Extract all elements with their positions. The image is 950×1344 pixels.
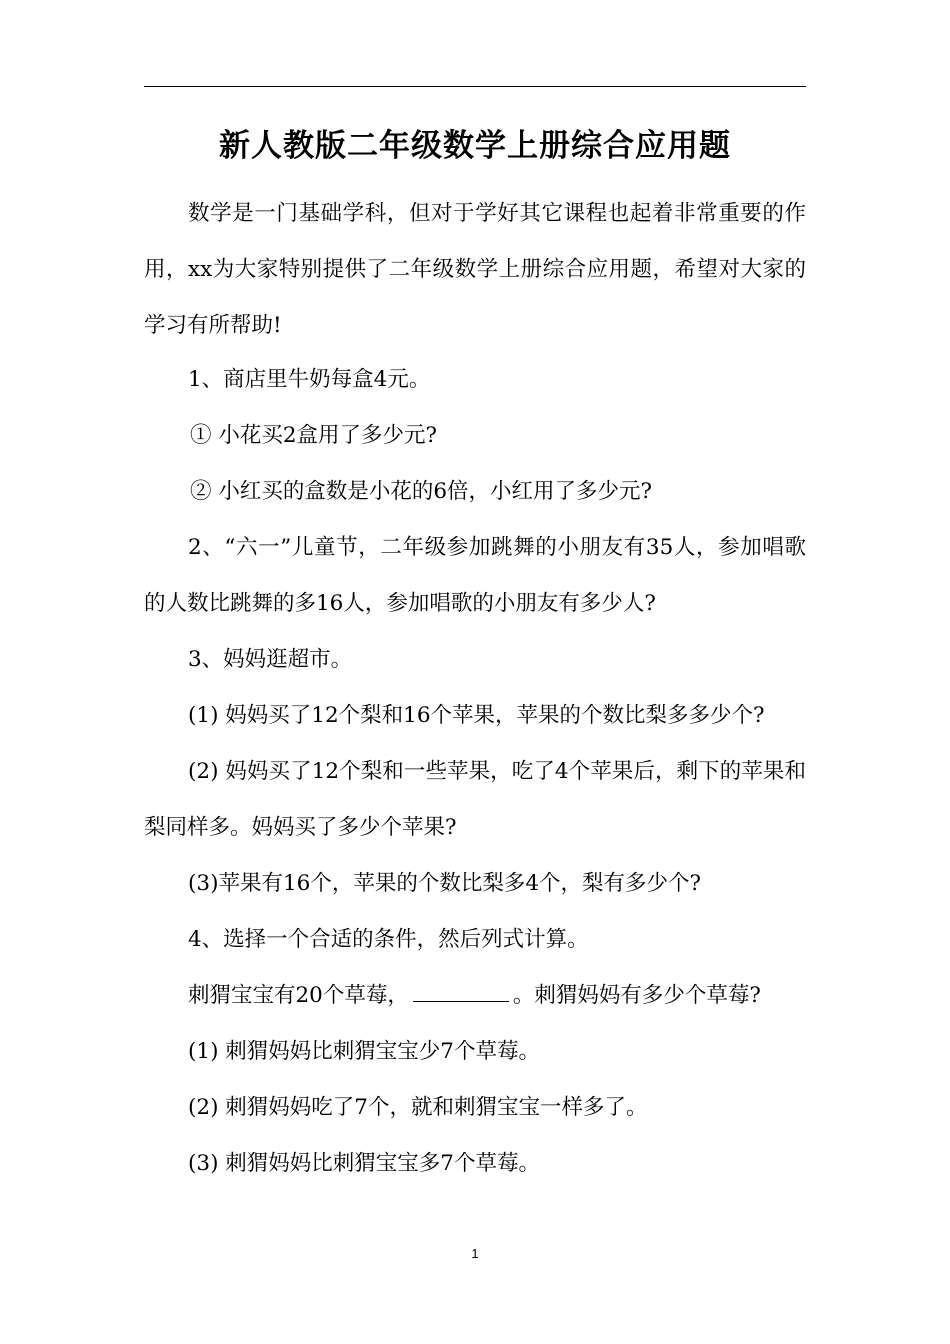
- question-3-part-3: (3)苹果有16个，苹果的个数比梨多4个，梨有多少个?: [188, 871, 702, 896]
- question-4-option-1: (1) 刺猬妈妈比刺猬宝宝少7个草莓。: [188, 1039, 540, 1064]
- question-4-problem: [144, 968, 850, 1024]
- page-title: 新人教版二年级数学上册综合应用题: [219, 128, 731, 164]
- intro-paragraph: 数学是一门基础学科，但对于学好其它课程也起着非常重要的作用，xx为大家特别提供了二年级数学上册综合应用题，希望对大家的学习有所帮助!: [144, 201, 806, 338]
- header-rule: [144, 86, 806, 87]
- question-4-option-3: (3) 刺猬妈妈比刺猬宝宝多7个草莓。: [188, 1151, 540, 1176]
- question-4-problem-end: 。刺猬妈妈有多少个草莓?: [512, 983, 761, 1008]
- question-4-problem-start: 刺猬宝宝有20个草莓，: [188, 983, 409, 1008]
- page-number: 1: [471, 1246, 479, 1261]
- question-3-stem: 3、妈妈逛超市。: [188, 647, 353, 672]
- question-1-part-b: ② 小红买的盒数是小花的6倍，小红用了多少元?: [190, 479, 653, 504]
- question-3-part-1: (1) 妈妈买了12个梨和16个苹果，苹果的个数比梨多多少个?: [188, 703, 765, 728]
- question-4-option-2: (2) 刺猬妈妈吃了7个，就和刺猬宝宝一样多了。: [188, 1095, 648, 1120]
- question-1-part-a: ① 小花买2盒用了多少元?: [190, 423, 438, 448]
- question-2: 2、“六一”儿童节，二年级参加跳舞的小朋友有35人，参加唱歌的人数比跳舞的多16人，参加唱歌的小朋友有多少人?: [144, 535, 806, 616]
- question-3-part-2: (2) 妈妈买了12个梨和一些苹果，吃了4个苹果后，剩下的苹果和梨同样多。妈妈买了多少个苹果?: [144, 759, 806, 840]
- question-1-stem: 1、商店里牛奶每盒4元。: [188, 367, 431, 392]
- question-4-stem: 4、选择一个合适的条件，然后列式计算。: [188, 927, 589, 952]
- answer-blank: [413, 983, 509, 1002]
